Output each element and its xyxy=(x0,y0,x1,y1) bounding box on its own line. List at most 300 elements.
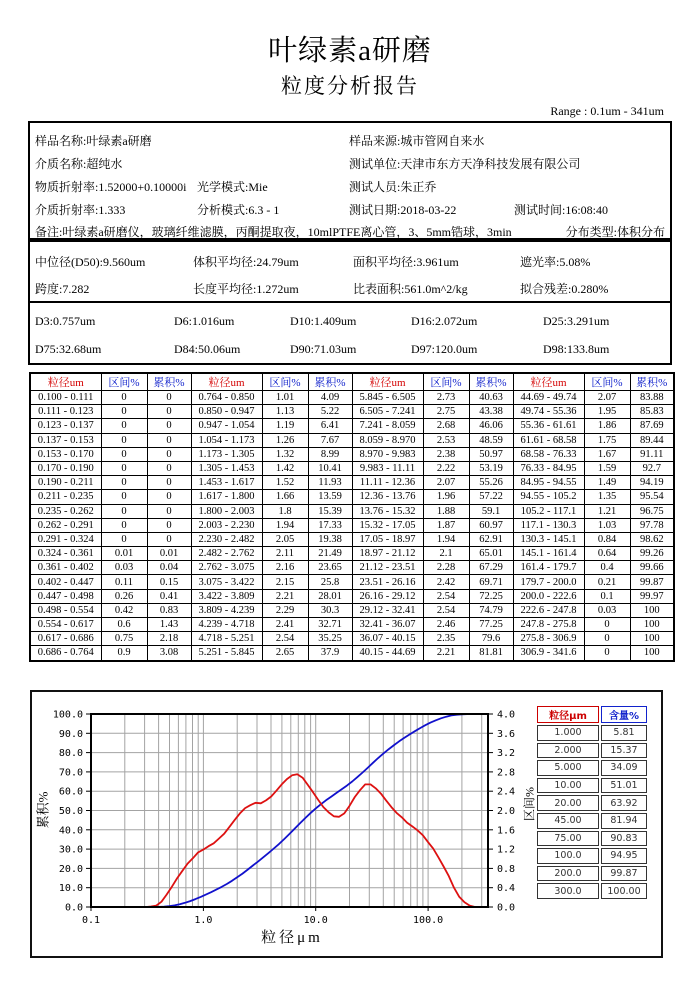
table-row xyxy=(30,433,674,447)
summary-table xyxy=(535,704,649,901)
table-cell: 92.7 xyxy=(630,461,674,475)
table-cell: 68.58 - 76.33 xyxy=(513,447,584,461)
table-row xyxy=(30,490,674,504)
table-cell: 0 xyxy=(147,504,191,518)
table-cell: 81.81 xyxy=(469,646,513,661)
table-cell: 100 xyxy=(630,603,674,617)
table-cell: 36.07 - 40.15 xyxy=(352,632,423,646)
table-cell: 0.447 - 0.498 xyxy=(30,589,101,603)
table-cell: 1.19 xyxy=(262,419,308,433)
table-cell: 5.251 - 5.845 xyxy=(191,646,262,661)
summary-cell: 15.37 xyxy=(601,743,647,759)
table-cell: 1.8 xyxy=(262,504,308,518)
table-cell: 67.29 xyxy=(469,561,513,575)
table-cell: 53.19 xyxy=(469,461,513,475)
table-cell: 60.97 xyxy=(469,518,513,532)
table-row xyxy=(30,504,674,518)
table-cell: 2.73 xyxy=(423,391,469,405)
table-cell: 1.94 xyxy=(262,518,308,532)
table-cell: 0 xyxy=(147,476,191,490)
table-cell: 0.190 - 0.211 xyxy=(30,476,101,490)
column-header: 区间% xyxy=(262,373,308,391)
table-cell: 94.19 xyxy=(630,476,674,490)
summary-cell: 300.0 xyxy=(537,883,599,899)
summary-cell: 90.83 xyxy=(601,831,647,847)
table-cell: 306.9 - 341.6 xyxy=(513,646,584,661)
table-cell: 0.41 xyxy=(147,589,191,603)
table-cell: 1.173 - 1.305 xyxy=(191,447,262,461)
summary-cell: 75.00 xyxy=(537,831,599,847)
sample-source: 样品来源:城市管网自来水 xyxy=(349,134,485,148)
table-cell: 1.13 xyxy=(262,405,308,419)
distribution-table xyxy=(29,372,675,662)
table-cell: 0 xyxy=(147,391,191,405)
table-cell: 0.42 xyxy=(101,603,147,617)
table-cell: 0 xyxy=(101,433,147,447)
svg-text:30.0: 30.0 xyxy=(58,844,83,856)
table-cell: 25.8 xyxy=(308,575,352,589)
table-row xyxy=(30,405,674,419)
table-row xyxy=(30,391,674,405)
table-cell: 179.7 - 200.0 xyxy=(513,575,584,589)
table-cell: 9.983 - 11.11 xyxy=(352,461,423,475)
table-cell: 2.07 xyxy=(423,476,469,490)
table-cell: 85.83 xyxy=(630,405,674,419)
summary-cell: 94.95 xyxy=(601,848,647,864)
table-cell: 11.93 xyxy=(308,476,352,490)
table-cell: 2.28 xyxy=(423,561,469,575)
d10-value: D10:1.409um xyxy=(290,314,357,328)
svg-text:10.0: 10.0 xyxy=(303,915,328,926)
table-cell: 3.08 xyxy=(147,646,191,661)
svg-text:2.4: 2.4 xyxy=(497,786,516,798)
table-cell: 0.9 xyxy=(101,646,147,661)
summary-cell: 63.92 xyxy=(601,795,647,811)
optical-mode: 光学模式:Mie xyxy=(197,180,268,194)
medium-name: 介质名称:超纯水 xyxy=(35,157,123,171)
svg-text:60.0: 60.0 xyxy=(58,786,83,798)
svg-text:2.8: 2.8 xyxy=(497,767,516,779)
table-cell: 0.123 - 0.137 xyxy=(30,419,101,433)
table-cell: 0 xyxy=(147,490,191,504)
table-cell: 0.4 xyxy=(584,561,630,575)
table-cell: 0 xyxy=(147,419,191,433)
table-cell: 0.324 - 0.361 xyxy=(30,547,101,561)
table-row xyxy=(30,603,674,617)
summary-cell: 45.00 xyxy=(537,813,599,829)
table-cell: 30.3 xyxy=(308,603,352,617)
table-cell: 2.21 xyxy=(423,646,469,661)
table-cell: 1.95 xyxy=(584,405,630,419)
test-date: 测试日期:2018-03-22 xyxy=(349,203,457,217)
table-cell: 161.4 - 179.7 xyxy=(513,561,584,575)
test-time: 测试时间:16:08:40 xyxy=(514,203,609,217)
chart-section xyxy=(30,690,663,958)
table-cell: 0 xyxy=(101,447,147,461)
summary-row xyxy=(537,743,647,759)
table-cell: 1.52 xyxy=(262,476,308,490)
table-cell: 72.25 xyxy=(469,589,513,603)
table-cell: 43.38 xyxy=(469,405,513,419)
table-cell: 23.65 xyxy=(308,561,352,575)
table-cell: 96.75 xyxy=(630,504,674,518)
svg-text:100.0: 100.0 xyxy=(413,915,444,926)
table-cell: 50.97 xyxy=(469,447,513,461)
d6-value: D6:1.016um xyxy=(174,314,235,328)
table-cell: 12.36 - 13.76 xyxy=(352,490,423,504)
table-cell: 99.66 xyxy=(630,561,674,575)
span-value: 跨度:7.282 xyxy=(35,282,90,296)
table-cell: 0 xyxy=(584,632,630,646)
table-row xyxy=(30,632,674,646)
d25-value: D25:3.291um xyxy=(543,314,610,328)
table-cell: 0.01 xyxy=(147,547,191,561)
table-cell: 97.78 xyxy=(630,518,674,532)
table-cell: 222.6 - 247.8 xyxy=(513,603,584,617)
table-cell: 2.29 xyxy=(262,603,308,617)
table-cell: 62.91 xyxy=(469,532,513,546)
table-cell: 1.054 - 1.173 xyxy=(191,433,262,447)
table-row xyxy=(30,447,674,461)
summary-cell: 81.94 xyxy=(601,813,647,829)
table-cell: 57.22 xyxy=(469,490,513,504)
median-d50: 中位径(D50):9.560um xyxy=(35,255,146,269)
summary-cell: 10.00 xyxy=(537,778,599,794)
d98-value: D98:133.8um xyxy=(543,342,610,356)
table-cell: 4.09 xyxy=(308,391,352,405)
table-cell: 0 xyxy=(101,518,147,532)
table-cell: 18.97 - 21.12 xyxy=(352,547,423,561)
table-cell: 1.59 xyxy=(584,461,630,475)
svg-text:0.4: 0.4 xyxy=(497,883,516,895)
table-cell: 0.84 xyxy=(584,532,630,546)
range-label: Range : 0.1um - 341um xyxy=(550,104,664,118)
summary-cell: 200.0 xyxy=(537,866,599,882)
table-cell: 99.26 xyxy=(630,547,674,561)
table-cell: 2.53 xyxy=(423,433,469,447)
table-cell: 61.61 - 68.58 xyxy=(513,433,584,447)
table-cell: 1.21 xyxy=(584,504,630,518)
summary-row xyxy=(537,831,647,847)
area-mean: 面积平均径:3.961um xyxy=(353,255,459,269)
table-cell: 2.762 - 3.075 xyxy=(191,561,262,575)
summary-cell: 34.09 xyxy=(601,760,647,776)
table-cell: 1.617 - 1.800 xyxy=(191,490,262,504)
distribution-type: 分布类型:体积分布 xyxy=(565,225,665,239)
table-cell: 21.49 xyxy=(308,547,352,561)
table-cell: 0.26 xyxy=(101,589,147,603)
table-cell: 1.01 xyxy=(262,391,308,405)
table-cell: 76.33 - 84.95 xyxy=(513,461,584,475)
table-cell: 40.15 - 44.69 xyxy=(352,646,423,661)
table-cell: 145.1 - 161.4 xyxy=(513,547,584,561)
table-cell: 0 xyxy=(147,433,191,447)
svg-text:1.6: 1.6 xyxy=(497,825,516,837)
svg-text:0.0: 0.0 xyxy=(64,902,83,914)
table-cell: 0 xyxy=(147,447,191,461)
d3-value: D3:0.757um xyxy=(35,314,96,328)
svg-text:70.0: 70.0 xyxy=(58,767,83,779)
summary-row xyxy=(537,778,647,794)
svg-text:40.0: 40.0 xyxy=(58,825,83,837)
table-cell: 2.11 xyxy=(262,547,308,561)
table-cell: 2.22 xyxy=(423,461,469,475)
svg-text:1.2: 1.2 xyxy=(497,844,516,856)
table-cell: 1.453 - 1.617 xyxy=(191,476,262,490)
table-cell: 200.0 - 222.6 xyxy=(513,589,584,603)
table-cell: 0.361 - 0.402 xyxy=(30,561,101,575)
table-cell: 55.26 xyxy=(469,476,513,490)
table-cell: 0.686 - 0.764 xyxy=(30,646,101,661)
summary-row xyxy=(537,848,647,864)
table-cell: 21.12 - 23.51 xyxy=(352,561,423,575)
summary-row xyxy=(537,795,647,811)
table-cell: 99.87 xyxy=(630,575,674,589)
table-cell: 0 xyxy=(101,490,147,504)
table-cell: 8.99 xyxy=(308,447,352,461)
tester: 测试人员:朱正乔 xyxy=(349,180,437,194)
table-cell: 0.262 - 0.291 xyxy=(30,518,101,532)
svg-text:20.0: 20.0 xyxy=(58,863,83,875)
table-cell: 69.71 xyxy=(469,575,513,589)
table-cell: 3.075 - 3.422 xyxy=(191,575,262,589)
svg-text:50.0: 50.0 xyxy=(58,806,83,817)
column-header: 粒径um xyxy=(30,373,101,391)
table-cell: 1.35 xyxy=(584,490,630,504)
table-cell: 0.6 xyxy=(101,618,147,632)
table-cell: 0.498 - 0.554 xyxy=(30,603,101,617)
table-cell: 2.41 xyxy=(262,618,308,632)
svg-text:0.0: 0.0 xyxy=(497,902,516,914)
table-row xyxy=(30,618,674,632)
table-cell: 99.97 xyxy=(630,589,674,603)
d84-value: D84:50.06um xyxy=(174,342,241,356)
table-cell: 2.54 xyxy=(262,632,308,646)
table-cell: 89.44 xyxy=(630,433,674,447)
table-cell: 1.94 xyxy=(423,532,469,546)
table-cell: 17.05 - 18.97 xyxy=(352,532,423,546)
table-cell: 0 xyxy=(101,504,147,518)
table-row xyxy=(30,547,674,561)
table-cell: 0 xyxy=(584,646,630,661)
column-header: 区间% xyxy=(101,373,147,391)
svg-text:80.0: 80.0 xyxy=(58,748,83,760)
table-cell: 91.11 xyxy=(630,447,674,461)
table-cell: 1.87 xyxy=(423,518,469,532)
summary-row xyxy=(537,866,647,882)
test-org: 测试单位:天津市东方天净科技发展有限公司 xyxy=(349,157,581,171)
table-cell: 100 xyxy=(630,632,674,646)
table-cell: 5.845 - 6.505 xyxy=(352,391,423,405)
summary-cell: 2.000 xyxy=(537,743,599,759)
table-cell: 1.96 xyxy=(423,490,469,504)
table-cell: 0.291 - 0.324 xyxy=(30,532,101,546)
table-cell: 100 xyxy=(630,618,674,632)
table-cell: 35.25 xyxy=(308,632,352,646)
table-cell: 0.15 xyxy=(147,575,191,589)
table-row xyxy=(30,589,674,603)
table-cell: 4.718 - 5.251 xyxy=(191,632,262,646)
table-cell: 2.05 xyxy=(262,532,308,546)
summary-row xyxy=(537,883,647,899)
table-cell: 1.03 xyxy=(584,518,630,532)
column-header: 累积% xyxy=(630,373,674,391)
table-cell: 1.43 xyxy=(147,618,191,632)
analysis-mode: 分析模式:6.3 - 1 xyxy=(197,203,280,217)
table-cell: 11.11 - 12.36 xyxy=(352,476,423,490)
table-row xyxy=(30,419,674,433)
table-cell: 0.04 xyxy=(147,561,191,575)
table-cell: 0.170 - 0.190 xyxy=(30,461,101,475)
table-cell: 0.1 xyxy=(584,589,630,603)
fit-residual: 拟合残差:0.280% xyxy=(520,282,609,296)
statistics-box xyxy=(28,240,672,303)
table-cell: 48.59 xyxy=(469,433,513,447)
svg-text:10.0: 10.0 xyxy=(58,883,83,895)
table-cell: 1.66 xyxy=(262,490,308,504)
right-axis-label: 区间% xyxy=(522,787,537,821)
table-cell: 10.41 xyxy=(308,461,352,475)
table-cell: 0.75 xyxy=(101,632,147,646)
table-cell: 0.235 - 0.262 xyxy=(30,504,101,518)
table-cell: 1.88 xyxy=(423,504,469,518)
table-row xyxy=(30,646,674,661)
sample-info-box xyxy=(28,121,672,240)
table-cell: 1.67 xyxy=(584,447,630,461)
summary-cell: 100.0 xyxy=(537,848,599,864)
svg-text:3.6: 3.6 xyxy=(497,728,516,740)
table-cell: 2.38 xyxy=(423,447,469,461)
table-cell: 84.95 - 94.55 xyxy=(513,476,584,490)
table-cell: 1.26 xyxy=(262,433,308,447)
table-cell: 275.8 - 306.9 xyxy=(513,632,584,646)
d16-value: D16:2.072um xyxy=(411,314,478,328)
report-subtitle: 粒度分析报告 xyxy=(281,74,419,98)
left-axis-label: 累积% xyxy=(35,791,51,829)
table-cell: 23.51 - 26.16 xyxy=(352,575,423,589)
table-cell: 2.68 xyxy=(423,419,469,433)
table-cell: 0 xyxy=(101,419,147,433)
column-header: 粒径um xyxy=(513,373,584,391)
table-cell: 2.21 xyxy=(262,589,308,603)
table-cell: 1.86 xyxy=(584,419,630,433)
table-cell: 37.9 xyxy=(308,646,352,661)
table-cell: 117.1 - 130.3 xyxy=(513,518,584,532)
specific-surface-area: 比表面积:561.0m^2/kg xyxy=(353,282,468,296)
table-cell: 0.137 - 0.153 xyxy=(30,433,101,447)
table-cell: 28.01 xyxy=(308,589,352,603)
table-cell: 2.16 xyxy=(262,561,308,575)
table-cell: 2.54 xyxy=(423,603,469,617)
table-cell: 15.39 xyxy=(308,504,352,518)
length-mean: 长度平均径:1.272um xyxy=(193,282,299,296)
table-cell: 49.74 - 55.36 xyxy=(513,405,584,419)
summary-row xyxy=(537,813,647,829)
column-header: 区间% xyxy=(423,373,469,391)
table-cell: 2.482 - 2.762 xyxy=(191,547,262,561)
svg-text:0.1: 0.1 xyxy=(81,915,101,926)
table-cell: 0.100 - 0.111 xyxy=(30,391,101,405)
svg-text:4.0: 4.0 xyxy=(497,709,516,721)
report-title: 叶绿素a研磨 xyxy=(268,35,432,67)
table-cell: 13.76 - 15.32 xyxy=(352,504,423,518)
table-cell: 0.111 - 0.123 xyxy=(30,405,101,419)
table-cell: 83.88 xyxy=(630,391,674,405)
table-cell: 32.41 - 36.07 xyxy=(352,618,423,632)
column-header: 累积% xyxy=(308,373,352,391)
table-cell: 0.01 xyxy=(101,547,147,561)
table-cell: 3.809 - 4.239 xyxy=(191,603,262,617)
table-cell: 1.800 - 2.003 xyxy=(191,504,262,518)
table-cell: 2.07 xyxy=(584,391,630,405)
summary-header-size: 粒径μm xyxy=(537,706,599,723)
table-cell: 15.32 - 17.05 xyxy=(352,518,423,532)
table-cell: 87.69 xyxy=(630,419,674,433)
table-cell: 247.8 - 275.8 xyxy=(513,618,584,632)
table-cell: 0 xyxy=(147,532,191,546)
table-cell: 105.2 - 117.1 xyxy=(513,504,584,518)
table-cell: 4.239 - 4.718 xyxy=(191,618,262,632)
table-cell: 0.21 xyxy=(584,575,630,589)
table-cell: 55.36 - 61.61 xyxy=(513,419,584,433)
svg-text:0.8: 0.8 xyxy=(497,863,516,875)
summary-cell: 5.81 xyxy=(601,725,647,741)
svg-text:3.2: 3.2 xyxy=(497,748,516,760)
column-header: 累积% xyxy=(147,373,191,391)
table-cell: 17.33 xyxy=(308,518,352,532)
table-cell: 0 xyxy=(147,461,191,475)
column-header: 累积% xyxy=(469,373,513,391)
table-cell: 1.305 - 1.453 xyxy=(191,461,262,475)
summary-cell: 5.000 xyxy=(537,760,599,776)
table-cell: 0 xyxy=(101,391,147,405)
table-cell: 13.59 xyxy=(308,490,352,504)
summary-row xyxy=(537,725,647,741)
svg-text:90.0: 90.0 xyxy=(58,728,83,740)
summary-cell: 51.01 xyxy=(601,778,647,794)
medium-refractive-index: 介质折射率:1.333 xyxy=(35,203,126,217)
column-header: 区间% xyxy=(584,373,630,391)
summary-row xyxy=(537,760,647,776)
table-cell: 0.947 - 1.054 xyxy=(191,419,262,433)
obscuration: 遮光率:5.08% xyxy=(520,255,591,269)
table-cell: 79.6 xyxy=(469,632,513,646)
table-cell: 0.11 xyxy=(101,575,147,589)
table-cell: 8.970 - 9.983 xyxy=(352,447,423,461)
summary-cell: 99.87 xyxy=(601,866,647,882)
table-cell: 98.62 xyxy=(630,532,674,546)
table-cell: 0.617 - 0.686 xyxy=(30,632,101,646)
svg-text:1.0: 1.0 xyxy=(194,915,213,926)
table-cell: 0.211 - 0.235 xyxy=(30,490,101,504)
table-cell: 77.25 xyxy=(469,618,513,632)
table-cell: 0.153 - 0.170 xyxy=(30,447,101,461)
table-cell: 0.03 xyxy=(101,561,147,575)
table-cell: 2.35 xyxy=(423,632,469,646)
volume-mean: 体积平均径:24.79um xyxy=(193,255,299,269)
table-cell: 0 xyxy=(584,618,630,632)
summary-header-row xyxy=(537,706,647,723)
table-cell: 0.402 - 0.447 xyxy=(30,575,101,589)
table-row xyxy=(30,561,674,575)
table-cell: 2.18 xyxy=(147,632,191,646)
table-cell: 59.1 xyxy=(469,504,513,518)
table-cell: 5.22 xyxy=(308,405,352,419)
svg-text:100.0: 100.0 xyxy=(52,709,83,721)
table-cell: 46.06 xyxy=(469,419,513,433)
table-header-row xyxy=(30,373,674,391)
material-refractive-index: 物质折射率:1.52000+0.10000i xyxy=(35,180,187,194)
